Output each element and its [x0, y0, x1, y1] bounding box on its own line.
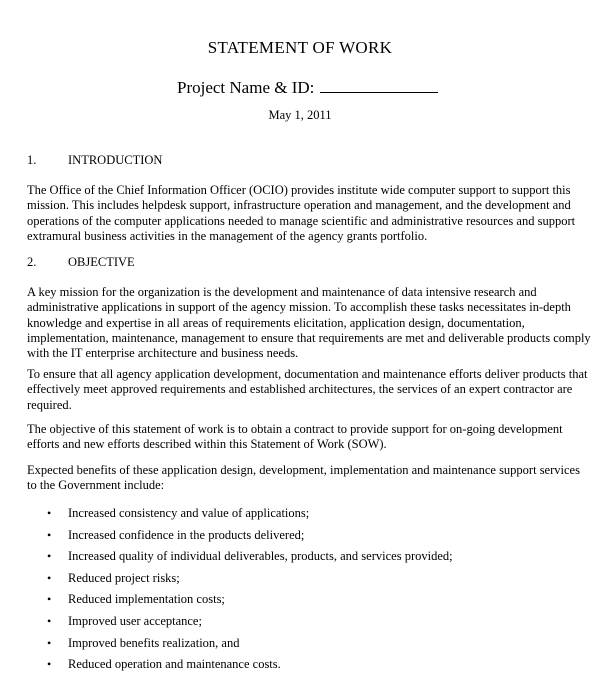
bullet-icon: • — [47, 592, 52, 607]
section-number: 1. — [27, 153, 37, 167]
project-name-id-line — [177, 78, 438, 98]
list-item-text: Increased quality of individual deliverables, products, and services provided; — [68, 549, 453, 564]
section-heading-objective — [27, 255, 135, 270]
list-item-text: Reduced project risks; — [68, 570, 180, 585]
section-number: 2. — [27, 255, 37, 269]
list-item-text: Increased confidence in the products delivered; — [68, 527, 305, 542]
bullet-icon: • — [47, 549, 52, 564]
project-name-id-blank — [320, 91, 438, 93]
section-title: OBJECTIVE — [68, 255, 135, 269]
section-heading-introduction — [27, 153, 162, 168]
list-item-text: Improved benefits realization, and — [68, 635, 240, 650]
document-date: May 1, 2011 — [268, 108, 332, 122]
bullet-icon: • — [47, 570, 52, 585]
list-item-text: Increased consistency and value of applications; — [68, 506, 310, 520]
section-title: INTRODUCTION — [68, 153, 163, 167]
objective-paragraph-contractor: To ensure that all agency application development, documentation and maintenance efforts deliver products that effectively meet approved requirements and established architectures, the services of an expert contractor are required. — [27, 367, 588, 412]
bullet-icon: • — [47, 506, 52, 520]
introduction-paragraph: The Office of the Chief Information Officer (OCIO) provides institute wide computer support to support this mission. This includes helpdesk support, infrastructure operation and management, and the development and operations of the computer applications needed to manage scientific and administrative resources and support extramural business activities in the management of the agency grants portfolio. — [27, 183, 576, 243]
document-title: STATEMENT OF WORK — [207, 38, 393, 57]
bullet-icon: • — [47, 635, 52, 650]
objective-paragraph-mission: A key mission for the organization is the development and maintenance of data intensive research and administrative applications in support of the agency mission. To accomplish these tasks necessitates in-depth knowledge and expertise in all areas of requirements elicitation, application design, documentation, implementation, maintenance, management to ensure that requirements are met and deliverable products comply with the IT enterprise architecture and business needs. — [27, 285, 591, 361]
list-item-text: Reduced implementation costs; — [68, 592, 225, 607]
list-item-text: Improved user acceptance; — [68, 613, 202, 628]
list-item-text: Reduced operation and maintenance costs. — [68, 657, 281, 672]
objective-paragraph-sow: The objective of this statement of work is to obtain a contract to provide support for on-going development efforts and new efforts described within this Statement of Work (SOW). — [27, 422, 563, 452]
project-name-id-label: Project Name & ID: — [177, 78, 315, 97]
objective-paragraph-benefits-intro: Expected benefits of these application design, development, implementation and maintenance support services to the Government include: — [27, 463, 580, 493]
bullet-icon: • — [47, 657, 52, 672]
bullet-icon: • — [47, 613, 52, 628]
bullet-icon: • — [47, 527, 52, 542]
